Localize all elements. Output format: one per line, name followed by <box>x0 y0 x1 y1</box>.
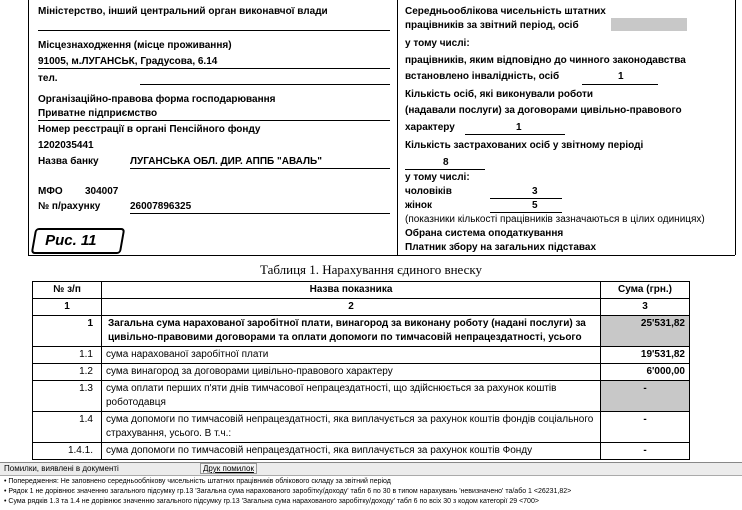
row-name: сума винагород за договорами цивільно-правового характеру <box>102 364 601 381</box>
figure-label-badge <box>31 228 126 254</box>
col-sum-header: Сума (грн.) <box>601 282 690 299</box>
insured-value: 8 <box>443 157 449 168</box>
table-row <box>33 412 690 443</box>
men-label: чоловіків <box>405 186 452 197</box>
mfo-label: МФО <box>38 186 63 197</box>
row-name: сума допомоги по тимчасовій непрацездатності, яка виплачується за рахунок коштів фондів соціального страхування, усього. В т.ч.: <box>102 412 601 443</box>
org-form-value: Приватне підприємство <box>38 108 158 119</box>
frame-bottom-border <box>28 255 735 256</box>
address-value: 91005, м.ЛУГАНСЬК, Градусова, 6.14 <box>38 56 218 67</box>
table-row <box>33 316 690 347</box>
figure-label: Рис. 11 <box>45 232 97 249</box>
women-label: жінок <box>405 200 433 211</box>
mfo-value: 304007 <box>85 186 119 197</box>
error-item[interactable]: • Рядок 1 не дорівнює значенню загального підсумку гр.13 'Загальна сума нарахованого заробітку/доходу' табл 6 по 30 в типом нарахувань 'невизначено' та/або 1 <26231,82> <box>4 488 572 495</box>
table-row <box>33 347 690 364</box>
account-line <box>130 213 390 214</box>
row-sum[interactable]: - <box>601 412 690 443</box>
table-row <box>33 443 690 460</box>
disabled-value: 1 <box>618 71 624 82</box>
location-label: Місцезнаходження (місце проживання) <box>38 40 232 51</box>
men-value: 3 <box>532 186 538 197</box>
tax-system-label: Обрана система оподаткування <box>405 228 564 239</box>
row-num: 1 <box>33 316 102 347</box>
row-name: сума допомоги по тимчасовій непрацездатності, яка виплачується за рахунок коштів Фонду <box>102 443 601 460</box>
civil-contract-label: Кількість осіб, які виконували роботи <box>405 89 594 100</box>
col-name-index: 2 <box>102 299 601 316</box>
contributions-table <box>32 281 690 460</box>
bank-label: Назва банку <box>38 156 99 167</box>
col-sum-index: 3 <box>601 299 690 316</box>
row-num: 1.2 <box>33 364 102 381</box>
address-line <box>38 68 390 69</box>
row-num: 1.4 <box>33 412 102 443</box>
disabled-label: працівників, яким відповідно до чинного законодавства <box>405 55 686 66</box>
row-sum[interactable]: 25'531,82 <box>601 316 690 347</box>
table-row <box>33 364 690 381</box>
errors-panel-title: Помилки, виявлені в документі <box>4 464 119 473</box>
print-errors-button[interactable]: Друк помилок <box>200 463 257 474</box>
civil-contract-value: 1 <box>516 122 522 133</box>
women-value: 5 <box>532 200 538 211</box>
pension-reg-label: Номер реєстрації в органі Пенсійного фонду <box>38 124 261 135</box>
bank-line <box>130 168 390 169</box>
col-num-header: № з/п <box>33 282 102 299</box>
phone-field-line <box>140 84 390 85</box>
org-form-line <box>38 120 390 121</box>
insured-label: Кількість застрахованих осіб у звітному періоді <box>405 140 644 151</box>
insured-line <box>405 169 485 170</box>
incl2-label: у тому числі: <box>405 172 470 183</box>
civil-contract-label-3: характеру <box>405 122 455 133</box>
row-num: 1.1 <box>33 347 102 364</box>
error-item[interactable]: • Попередження: Не заповнено середньооблікову чисельність штатних працівників облікового складу за звітний період <box>4 478 391 485</box>
error-item[interactable]: • Сума рядків 1.3 та 1.4 не дорівнює значенню загального підсумку гр.13 'Загальна сума нарахованого заробітку/доходу' табл 6 по всіх 30 з кодом категорії 29 <700> <box>4 498 539 505</box>
avg-staff-empty-field <box>611 18 687 31</box>
staff-note: (показники кількості працівників зазначаються в цілих одиницях) <box>405 214 705 225</box>
row-sum[interactable]: - <box>601 381 690 412</box>
row-name: сума нарахованої заробітної плати <box>102 347 601 364</box>
errors-list <box>0 475 742 510</box>
account-value: 26007896325 <box>130 201 192 212</box>
disabled-label-2: встановлено інвалідність, осіб <box>405 71 560 82</box>
ministry-label: Міністерство, інший центральний орган виконавчої влади <box>38 6 328 17</box>
account-label: № п/рахунку <box>38 201 101 212</box>
avg-staff-label: Середньооблікова чисельність штатних <box>405 6 606 17</box>
errors-panel <box>0 462 742 509</box>
bank-value: ЛУГАНСЬКА ОБЛ. ДИР. АППБ "АВАЛЬ" <box>130 156 322 167</box>
row-sum[interactable]: 6'000,00 <box>601 364 690 381</box>
row-sum[interactable]: 19'531,82 <box>601 347 690 364</box>
table-caption: Таблиця 1. Нарахування єдиного внеску <box>259 262 483 277</box>
civil-contract-line <box>465 134 565 135</box>
phone-label: тел. <box>38 73 58 84</box>
row-name: Загальна сума нарахованої заробітної плати, винагород за виконану роботу (надані послуги) за цивільно-правовими договорами та оплати допомоги по тимчасовій непрацездатності, усього <box>102 316 601 347</box>
table-row <box>33 381 690 412</box>
avg-staff-label-2: працівників за звітний період, осіб <box>405 20 579 31</box>
frame-left-border <box>28 0 29 255</box>
row-num: 1.3 <box>33 381 102 412</box>
org-form-label: Організаційно-правова форма господарювання <box>38 94 276 105</box>
col-num-index: 1 <box>33 299 102 316</box>
men-line <box>490 198 562 199</box>
frame-divider <box>397 0 398 255</box>
table-index-row <box>33 299 690 316</box>
col-name-header: Назва показника <box>102 282 601 299</box>
row-name: сума оплати перших п'яти днів тимчасової непрацездатності, що здійснюється за рахунок коштів роботодавця <box>102 381 601 412</box>
row-sum[interactable]: - <box>601 443 690 460</box>
row-num: 1.4.1. <box>33 443 102 460</box>
table-header-row <box>33 282 690 299</box>
ministry-field-line <box>38 30 390 31</box>
frame-right-border <box>735 0 736 255</box>
disabled-line <box>582 84 658 85</box>
women-line <box>490 212 562 213</box>
civil-contract-label-2: (надавали послуги) за договорами цивільно-правового <box>405 105 682 116</box>
pension-reg-value: 1202035441 <box>38 140 94 151</box>
tax-system-value: Платник збору на загальних підставах <box>405 242 597 253</box>
incl-label: у тому числі: <box>405 38 470 49</box>
